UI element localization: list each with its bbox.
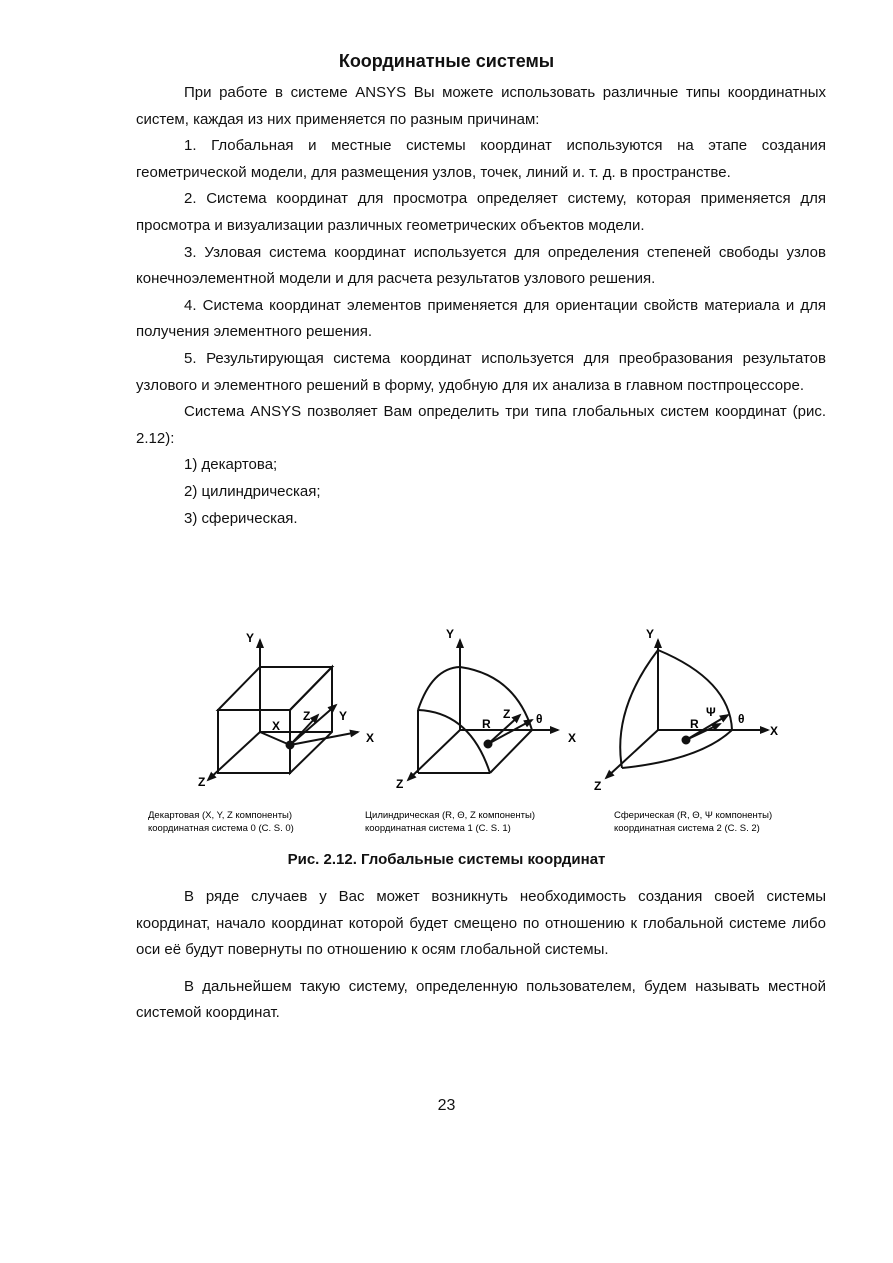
axis-label-y: Y (646, 627, 655, 641)
spherical-diagram (606, 640, 768, 778)
node-point (485, 741, 492, 748)
body-text-top (136, 80, 826, 532)
cylindrical-diagram (408, 640, 558, 780)
component-label-z: Z (503, 707, 511, 721)
page-number: 23 (437, 1097, 456, 1114)
axis-label-y: Y (446, 627, 455, 641)
axis-label-x: X (366, 731, 375, 745)
sphere-front-arc (620, 650, 658, 768)
body-text-bottom (136, 884, 826, 1037)
component-label-psi: Ψ (706, 705, 716, 719)
cylinder-side-arc (460, 667, 532, 730)
cube-top-face (218, 667, 332, 710)
caption-cartesian-line2: координатная система 0 (C. S. 0) (148, 823, 294, 834)
cylinder-inner-arc (418, 710, 490, 773)
paragraph: При работе в системе ANSYS Вы можете использовать различные типы координатных систем, каждая из них применяется по разным причинам: (136, 84, 826, 128)
caption-cylindrical-line2: координатная система 1 (C. S. 1) (365, 823, 511, 834)
cube-hidden-edge (260, 732, 290, 745)
caption-spherical-line1: Сферическая (R, Θ, Ψ компоненты) (614, 810, 773, 821)
cylinder-top-arc (418, 667, 460, 710)
caption-spherical-line2: координатная система 2 (C. S. 2) (614, 823, 760, 834)
z-axis (606, 730, 658, 778)
component-label-z: Z (303, 709, 311, 723)
node-point (683, 737, 690, 744)
axis-label-x: X (770, 724, 779, 738)
paragraph: В ряде случаев у Вас может возникнуть необходимость создания своей системы координат, начало координат которой будет смещено по отношению к глобальной системе либо оси её будут повернуты по отношению к осям глобальной системы. (136, 888, 826, 959)
node-point (287, 742, 294, 749)
list-item: 2) цилиндрическая; (184, 482, 321, 500)
paragraph: 1. Глобальная и местные системы координат используются на этапе создания геометрической модели, для размещения узлов, точек, линий и. т. д. в пространстве. (136, 137, 826, 181)
component-label-r: R (690, 717, 699, 731)
paragraph: 5. Результирующая система координат используется для преобразования результатов узлового и элементного решений в форму, удобную для их анализа в главном постпроцессоре. (136, 349, 826, 394)
paragraph: 4. Система координат элементов применяется для ориентации свойств материала и для получения элементного решения. (136, 296, 826, 341)
paragraph: 2. Система координат для просмотра определяет систему, которая применяется для просмотра и визуализации различных геометрических объектов модели. (136, 190, 826, 234)
component-label-r: R (482, 717, 491, 731)
figure-caption: Рис. 2.12. Глобальные системы координат (287, 851, 606, 868)
component-label-theta: θ (738, 712, 745, 726)
list-item: 3) сферическая. (184, 509, 298, 527)
coordinate-systems-figure (140, 620, 840, 880)
axis-label-z: Z (594, 779, 602, 793)
component-label-x: X (272, 719, 281, 733)
component-label-theta: θ (536, 712, 543, 726)
paragraph: В дальнейшем такую систему, определенную пользователем, будем называть местной системой координат. (136, 977, 826, 1022)
caption-cartesian-line1: Декартовая (X, Y, Z компоненты) (148, 810, 293, 821)
cartesian-diagram (208, 640, 358, 780)
component-label-y: Y (339, 709, 348, 723)
paragraph: 3. Узловая система координат используется для определения степеней свободы узлов конечноэлементной модели и для расчета результатов узлового решения. (136, 243, 826, 288)
page-title: Координатные системы (338, 51, 555, 71)
list-item: 1) декартова; (184, 456, 278, 474)
axis-label-x: X (568, 731, 577, 745)
axis-label-y: Y (246, 631, 255, 645)
cube-side-face (290, 667, 332, 773)
axis-label-z: Z (198, 775, 206, 789)
local-y-arrow (290, 705, 336, 745)
caption-cylindrical-line1: Цилиндрическая (R, Θ, Z компоненты) (365, 810, 536, 821)
axis-label-z: Z (396, 777, 404, 791)
paragraph: Система ANSYS позволяет Вам определить три типа глобальных систем координат (рис. 2.12): (136, 403, 826, 447)
